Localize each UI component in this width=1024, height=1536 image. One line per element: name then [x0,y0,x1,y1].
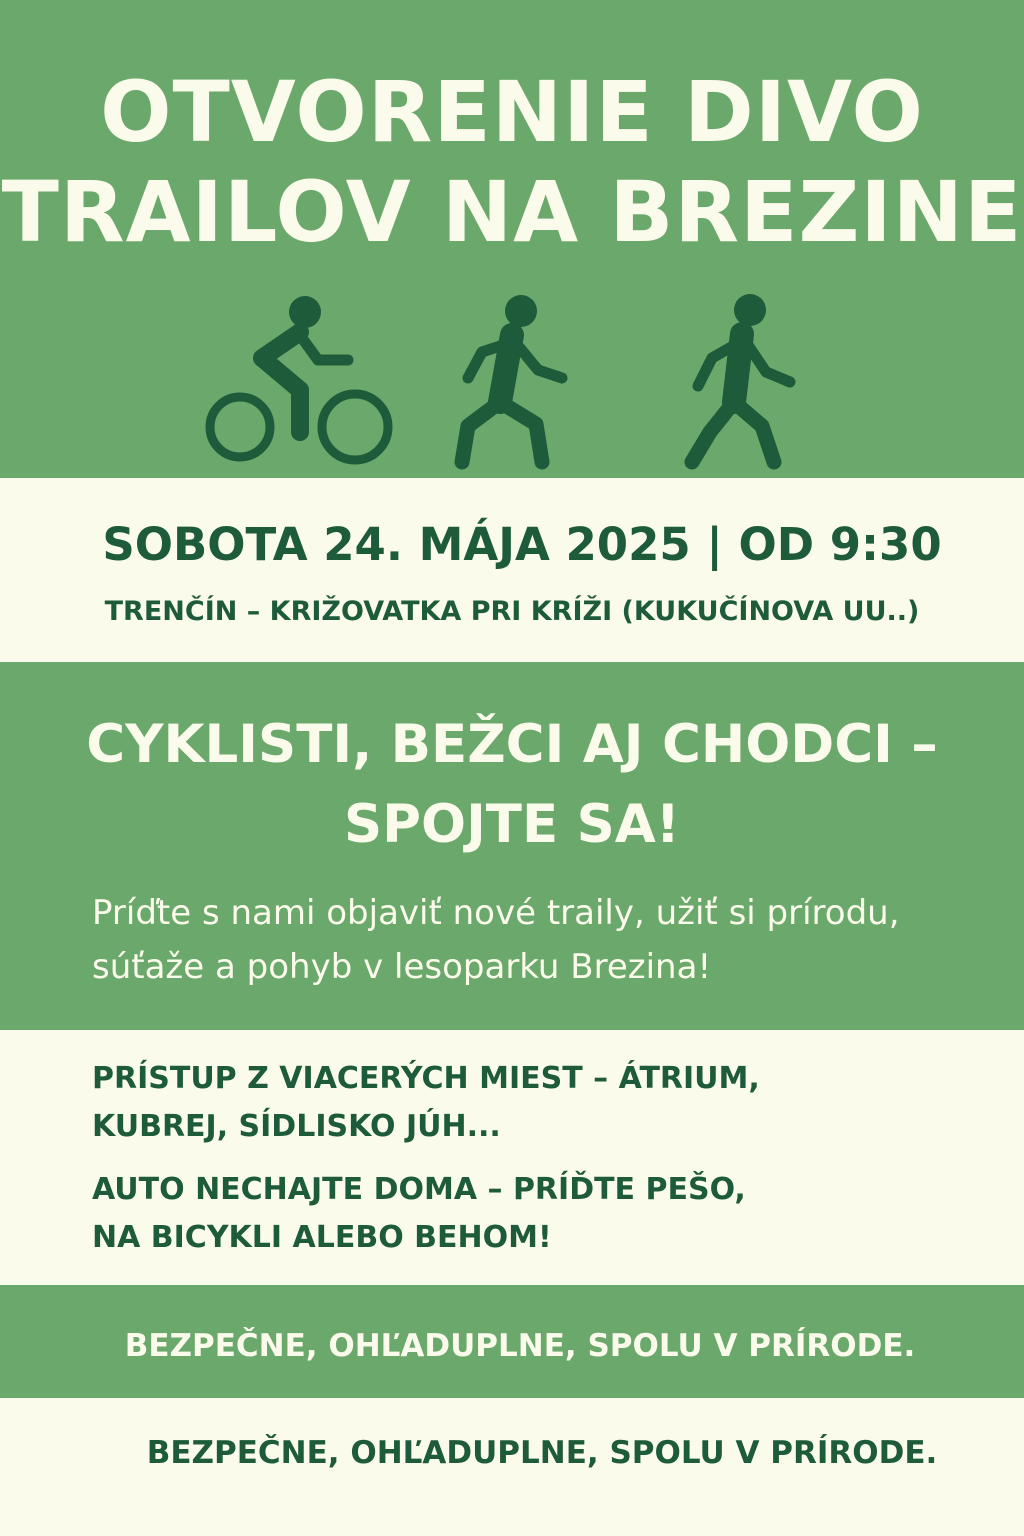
intro-text: Príďte s nami objaviť nové traily, užiť si prírodu, súťaže a pohyb v lesoparku Brezina! [92,893,900,987]
access-line-1: PRÍSTUP Z VIACERÝCH MIEST – ÁTRIUM, [92,1061,760,1096]
slogan-footer-text: BEZPEČNE, OHĽADUPLNE, SPOLU V PRÍRODE. [146,1435,938,1471]
slogan-band-text: BEZPEČNE, OHĽADUPLNE, SPOLU V PRÍRODE. [124,1328,916,1364]
cyclist-icon [210,296,388,460]
event-date-time: SOBOTA 24. MÁJA 2025 | OD 9:30 [102,518,942,571]
title-line-1: OTVORENIE DIVO [100,63,924,161]
runner-icon [462,295,562,462]
car-line-2: NA BICYKLI ALEBO BEHOM! [92,1220,552,1255]
headline-line-1: CYKLISTI, BEŽCI AJ CHODCI – [86,714,938,775]
access-info [92,1055,972,1151]
access-line-2: KUBREJ, SÍDLISKO JÚH... [92,1109,501,1144]
headline [0,705,1024,865]
activity-icons [0,290,1024,480]
walker-icon [692,294,790,462]
event-location: TRENČÍN – KRIŽOVATKA PRI KRÍŽI (KUKUČÍNOVA UU..) [104,596,920,627]
page-title [0,62,1024,262]
headline-line-2: SPOJTE SA! [344,794,680,855]
title-line-2: TRAILOV NA BREZINE [1,163,1023,261]
car-line-1: AUTO NECHAJTE DOMA – PRÍĎTE PEŠO, [92,1172,746,1207]
car-info [92,1166,972,1262]
